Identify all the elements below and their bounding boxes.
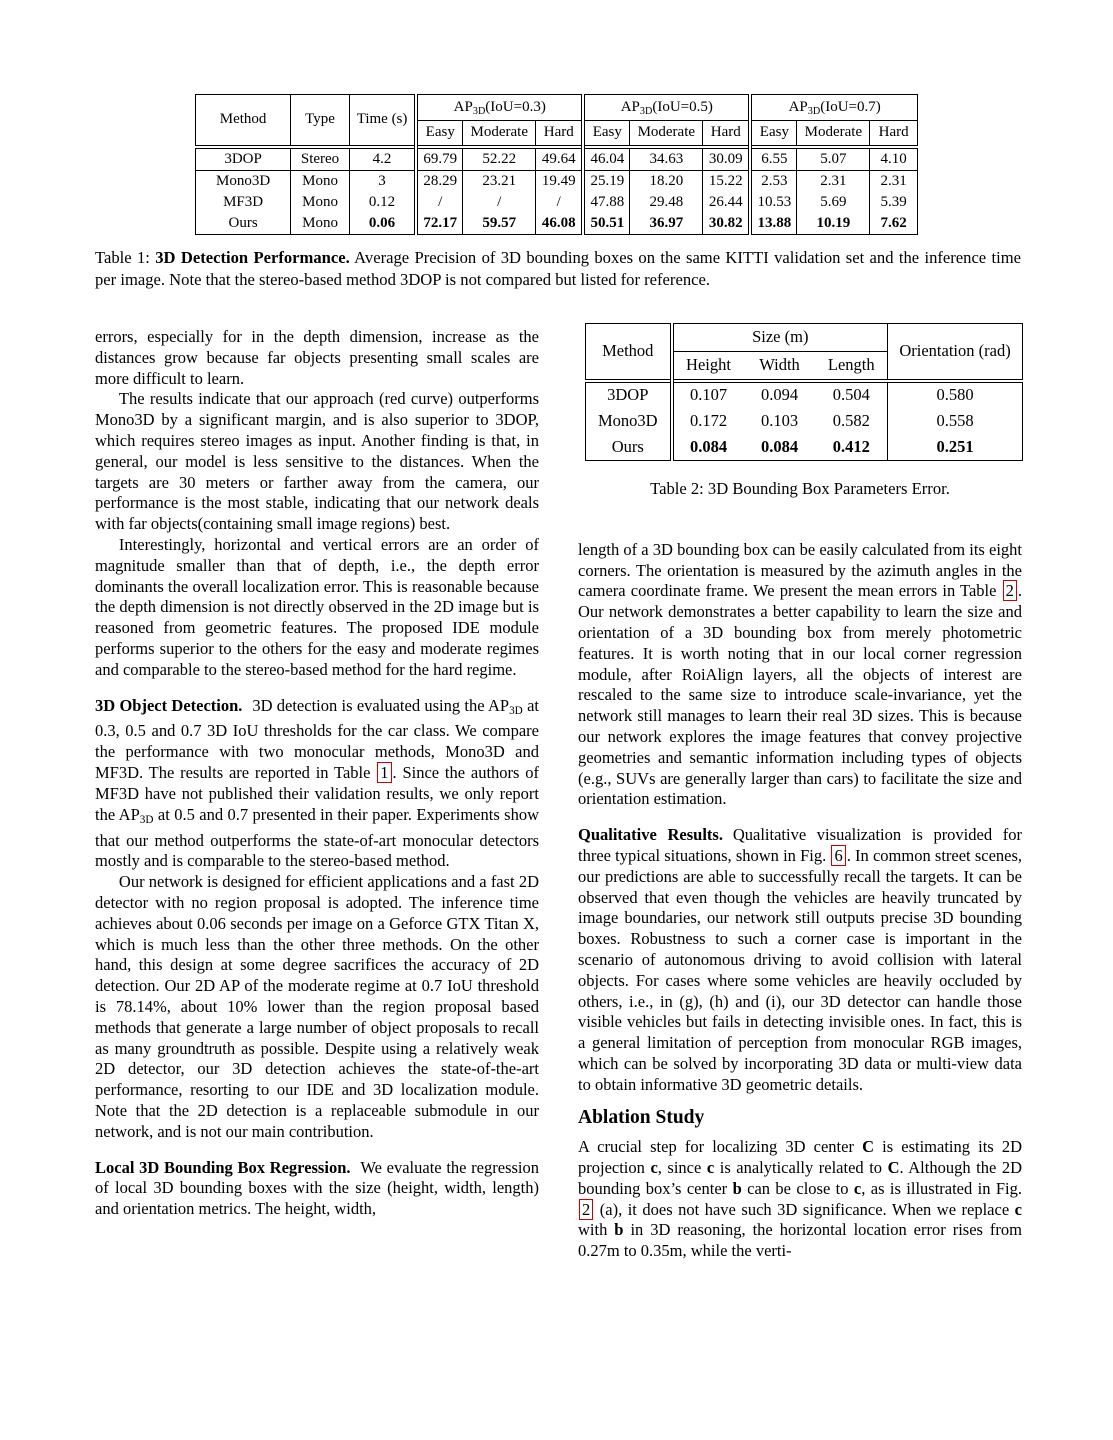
column-header-easy: Easy <box>583 120 630 147</box>
table-cell: 0.103 <box>760 410 799 430</box>
paragraph-interestingly <box>95 535 539 681</box>
paragraph-qualitative-results <box>578 825 1022 1095</box>
table-cell: / <box>536 192 584 213</box>
table-cell: 5.69 <box>797 192 870 213</box>
text-segment: b <box>614 1220 624 1240</box>
text-segment: 3D Detection Performance. <box>155 248 350 267</box>
text-segment: 3D <box>472 105 486 117</box>
paragraph-our-network <box>95 872 539 1142</box>
column-header-method: Method <box>219 111 267 128</box>
table-cell: 0.412 <box>832 436 870 456</box>
bbox-parameters-error-table <box>585 323 1023 461</box>
table-cell: Mono <box>291 170 350 192</box>
table-cell: 5.07 <box>797 147 870 171</box>
table-cell: 0.084 <box>760 436 799 456</box>
ref-link[interactable]: 2 <box>1003 580 1017 601</box>
column-header-method: Method <box>602 340 654 360</box>
table-cell: 0.580 <box>888 381 1023 409</box>
group-header-size: Size (m) <box>672 324 888 352</box>
table-cell: 72.17 <box>416 213 463 235</box>
column-header-time: Time (s) <box>349 95 416 147</box>
table-cell: Stereo <box>291 147 350 171</box>
text-segment: Interestingly, horizontal and vertical errors are an order of magnitude smaller than that of depth, i.e., the depth error dominants the overall localization error. This is reasonable because the depth dimension is not directly observed in the 2D image but is reasoned from geometric features. The proposed IDE module performs superior to the others for the easy and moderate regimes and comparable to the stereo-based method for the hard regime. <box>95 534 539 679</box>
table-2-caption: Table 2: 3D Bounding Box Parameters Error. <box>650 478 950 498</box>
ref-link[interactable]: 6 <box>831 845 845 866</box>
table-cell: 3DOP <box>196 147 291 171</box>
section-heading-ablation-study: Ablation Study <box>578 1106 705 1128</box>
text-segment: AP <box>788 98 808 115</box>
table-cell: 0.06 <box>349 213 416 235</box>
table-cell: 0.084 <box>672 434 744 460</box>
table-cell: 0.12 <box>349 192 416 213</box>
paragraph-3d-object-detection <box>95 696 539 873</box>
table-cell: 0.251 <box>888 434 1023 460</box>
table-cell: 10.19 <box>797 213 870 235</box>
text-segment: A crucial step for localizing 3D center <box>578 1137 863 1157</box>
table-cell: 13.88 <box>750 213 797 235</box>
text-segment: AP <box>620 98 640 115</box>
table-cell: 0.172 <box>672 408 744 434</box>
table-row <box>196 170 918 192</box>
text-segment: We evaluate the regression of local 3D bounding boxes with the size (height, width, length) and orientation metrics. The height, width, <box>95 1157 539 1219</box>
table-cell: 15.22 <box>703 170 751 192</box>
table-cell: 6.55 <box>750 147 797 171</box>
text-segment: . In common street scenes, our predictions are able to successfully recall the targets. It can be observed that even though the vehicles are heavily truncated by image boundaries, our network still outputs precise 3D bounding boxes. Robustness to such a corner case is important in the scenario of autonomous driving to avoid collision with lateral objects. For cases where some vehicles are heavily occluded by others, i.e., in (g), (h) and (i), our 3D detector can handle those visible vehicles but fails in detecting invisible ones. In fact, this is a general limitation of perception from monocular RGB images, which can be solved by incorporating 3D data or multi-view data to obtain informative 3D geometric details. <box>578 845 1023 1094</box>
column-header-type: Type <box>291 95 350 147</box>
table-cell: 0.107 <box>672 381 744 409</box>
table-cell: 46.08 <box>536 213 584 235</box>
table-cell: 59.57 <box>463 213 536 235</box>
text-segment: is estimating its 2D projection <box>578 1137 1023 1178</box>
column-header-orientation: Orientation (rad) <box>888 324 1023 381</box>
column-header-hard: Hard <box>536 120 584 147</box>
paragraph-local-3d-bbox-regression <box>95 1158 539 1220</box>
text-segment: 3D <box>139 813 154 826</box>
text-segment: errors, especially for in the depth dimension, increase as the distances grow because far objects presenting small scales are more difficult to learn. <box>95 327 539 388</box>
text-segment: . Although the 2D bounding box’s center <box>578 1158 1022 1198</box>
text-segment: 3D <box>807 105 821 117</box>
table-2-body <box>586 381 1023 461</box>
table-cell: 69.79 <box>416 147 463 171</box>
ref-link[interactable]: 2 <box>579 1199 593 1220</box>
table-1-caption <box>95 247 1021 290</box>
text-segment: . Our network demonstrates a better capability to learn the size and orientation of a 3D bounding box from merely photometric features. It is worth noting that in our local corner regression module, after RoiAlign layers, all the objects of interest are rescaled to the same size to introduce scale-invariance, yet the network still manages to learn their real 3D sizes. This is because our network explores the image features that convey projective geometries and semantic information including types of objects (e.g., SUVs are generally larger than cars) to facilitate the size and orientation estimation. <box>578 581 1022 809</box>
text-segment: can be close to <box>741 1178 854 1198</box>
right-column <box>578 310 1022 1262</box>
paragraph-depth-errors <box>95 327 539 389</box>
text-segment: Our network is designed for efficient applications and a fast 2D detector with no region proposal is adopted. The inference time achieves about 0.06 seconds per image on a Geforce GTX Titan X, which is much less than the other three methods. On the other hand, this design at some degree sacrifices the accuracy of 2D detection. Our 2D AP of the moderate regime at 0.7 IoU threshold is 78.14%, about 10% lower than the region proposal based methods that generate a large number of object proposals to recall as many groundtruth as possible. Despite using a relatively weak 2D detector, our 3D detection achieves the state-of-the-art performance, resorting to our IDE and 3D localization module. Note that the 2D detection is a replaceable submodule in our network, and is not our main contribution. <box>95 872 539 1141</box>
table-row <box>196 147 918 171</box>
column-header-length: Length <box>827 354 875 374</box>
table-1-body <box>196 147 918 235</box>
table-cell: 0.094 <box>760 385 799 405</box>
table-cell: 7.62 <box>870 213 918 235</box>
text-segment: 3D <box>639 105 653 117</box>
table-1-header <box>196 95 918 147</box>
text-segment: at 0.3, 0.5 and 0.7 3D IoU thresholds for the car class. We compare the performance with two monocular methods, Mono3D and MF3D. The results are reported in Table <box>95 695 539 783</box>
group-header-ap3d-iou03 <box>416 95 583 121</box>
table-cell: Ours <box>228 214 258 231</box>
paragraph-results-indicate <box>95 389 539 535</box>
table-cell: 2.31 <box>870 170 918 192</box>
text-segment: , since <box>657 1158 707 1178</box>
table-cell: 29.48 <box>630 192 703 213</box>
column-header-height: Height <box>672 351 744 380</box>
detection-performance-table <box>195 94 918 235</box>
table-cell: Mono <box>291 192 350 213</box>
table-cell: 26.44 <box>703 192 751 213</box>
table-row <box>586 434 1023 460</box>
column-header-moderate: Moderate <box>463 120 536 147</box>
table-row <box>196 95 918 121</box>
column-header-hard: Hard <box>870 120 918 147</box>
column-header-moderate: Moderate <box>630 120 703 147</box>
table-cell: 30.82 <box>703 213 751 235</box>
run-in-heading: Qualitative Results. <box>578 825 723 845</box>
table-cell: Mono3D <box>216 172 271 189</box>
table-cell: 5.39 <box>870 192 918 213</box>
text-segment: C <box>862 1137 875 1157</box>
table-cell: Mono <box>291 213 350 235</box>
table-cell: 46.04 <box>583 147 630 171</box>
text-segment: length of a 3D bounding box can be easily calculated from its eight corners. The orientation is measured by the azimuth angles in the camera coordinate frame. We present the mean errors in Table <box>578 539 1022 601</box>
text-segment: is analytically related to <box>714 1158 888 1178</box>
text-segment: C <box>887 1158 900 1178</box>
text-segment: (IoU=0.7) <box>820 98 881 115</box>
text-segment: c <box>853 1178 862 1198</box>
column-header-hard: Hard <box>703 120 751 147</box>
column-header-width: Width <box>759 354 800 374</box>
table-row <box>586 408 1023 434</box>
paragraph-length-of-bbox <box>578 540 1022 810</box>
ref-link[interactable]: 1 <box>377 762 391 783</box>
text-segment: in 3D reasoning, the horizontal location error rises from 0.27m to 0.35m, while the verti- <box>578 1220 1022 1261</box>
table-cell: 36.97 <box>630 213 703 235</box>
table-cell: 28.29 <box>416 170 463 192</box>
table-cell: 0.504 <box>832 385 870 405</box>
table-cell: 4.2 <box>349 147 416 171</box>
column-header-easy: Easy <box>416 120 463 147</box>
table-cell: 49.64 <box>536 147 584 171</box>
table-2-header <box>586 324 1023 381</box>
table-cell: 25.19 <box>583 170 630 192</box>
table-cell: 52.22 <box>463 147 536 171</box>
table-cell: Ours <box>611 436 644 456</box>
table-cell: 2.53 <box>750 170 797 192</box>
text-segment: Average Precision of 3D bounding boxes on the same KITTI validation set and the inference time per image. Note that the stereo-based method 3DOP is not compared but listed for reference. <box>95 248 1022 289</box>
table-1-container <box>195 94 918 235</box>
table-cell: 3DOP <box>607 385 649 405</box>
table-cell: 2.31 <box>797 170 870 192</box>
group-header-ap3d-iou05 <box>583 95 750 121</box>
table-cell: 10.53 <box>750 192 797 213</box>
table-cell: / <box>463 192 536 213</box>
column-header-moderate: Moderate <box>797 120 870 147</box>
run-in-heading: 3D Object Detection. <box>95 695 243 715</box>
text-segment: (IoU=0.3) <box>485 98 546 115</box>
text-segment: with <box>578 1220 615 1240</box>
text-segment: . Since the authors of MF3D have not published their validation results, we only report the AP <box>95 763 539 824</box>
table-cell: 30.09 <box>703 147 751 171</box>
table-cell: 23.21 <box>463 170 536 192</box>
table-row <box>586 381 1023 409</box>
table-cell: 0.582 <box>832 410 870 430</box>
table-row <box>196 192 918 213</box>
left-column <box>95 327 539 1220</box>
paragraph-ablation-crucial-step <box>578 1137 1022 1262</box>
table-cell: 47.88 <box>583 192 630 213</box>
text-segment: (IoU=0.5) <box>652 98 713 115</box>
text-segment: 3D <box>509 704 523 717</box>
text-segment: 3D detection is evaluated using the AP <box>252 695 510 715</box>
table-cell: Mono3D <box>597 410 658 430</box>
table-row <box>196 213 918 235</box>
table-cell: 19.49 <box>536 170 584 192</box>
table-cell: 3 <box>349 170 416 192</box>
table-cell: 4.10 <box>870 147 918 171</box>
text-segment: AP <box>453 98 473 115</box>
text-segment: c <box>1014 1199 1022 1219</box>
column-header-easy: Easy <box>750 120 797 147</box>
table-2-container <box>585 323 1022 461</box>
table-cell: MF3D <box>223 193 264 210</box>
text-segment: Qualitative visualization is provided for three typical situations, shown in Fig. <box>578 825 1022 865</box>
run-in-heading: Local 3D Bounding Box Regression. <box>95 1157 351 1177</box>
text-segment: The results indicate that our approach (red curve) outperforms Mono3D by a significant margin, and is also superior to 3DOP, which requires stereo images as input. Another finding is that, in general, our model is less sensitive to the distances. When the targets are 30 meters or farther away from the camera, our performance is the most stable, indicating that our network deals with far objects(containing small image regions) best. <box>95 389 539 534</box>
group-header-ap3d-iou07 <box>750 95 917 121</box>
text-segment: (a), it does not have such 3D significance. When we replace <box>594 1199 1015 1219</box>
text-segment: c <box>706 1158 715 1178</box>
text-segment: at 0.5 and 0.7 presented in their paper. Experiments show that our method outperforms the state-of-art monocular detectors mostly and is comparable to the stereo-based method. <box>95 804 539 871</box>
table-row <box>586 324 1023 352</box>
text-segment: , as is illustrated in Fig. <box>861 1178 1022 1198</box>
table-cell: 18.20 <box>630 170 703 192</box>
text-segment: b <box>732 1178 742 1198</box>
text-segment: c <box>650 1158 658 1178</box>
table-cell: 34.63 <box>630 147 703 171</box>
table-cell: / <box>416 192 463 213</box>
table-cell: 50.51 <box>583 213 630 235</box>
text-segment: Table 1: <box>95 248 156 267</box>
table-cell: 0.558 <box>888 408 1023 434</box>
